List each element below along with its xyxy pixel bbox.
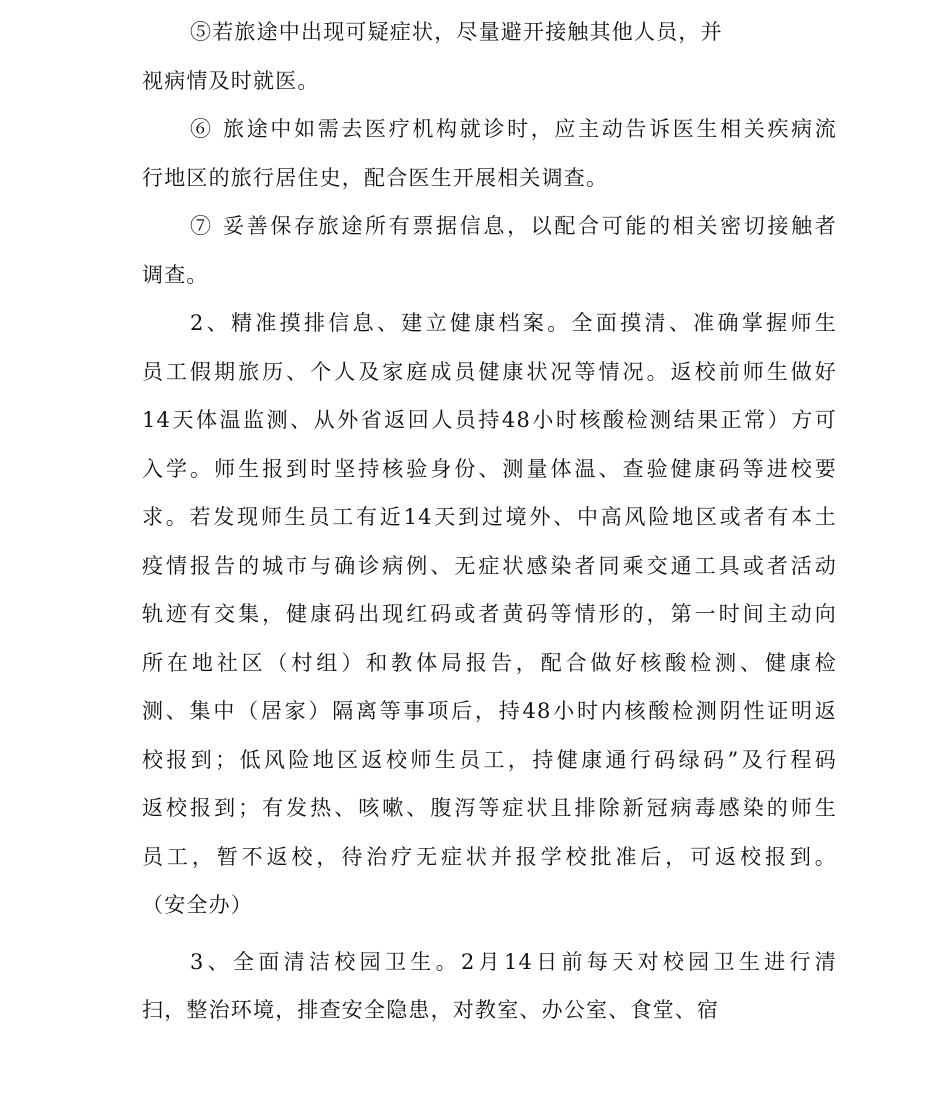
paragraph bbox=[142, 938, 837, 1035]
paragraph-gap bbox=[142, 930, 837, 938]
text-line: 14天体温监测、从外省返回人员持48小时核酸检测结果正常）方可 bbox=[142, 408, 837, 432]
text-line: 行地区的旅行居住史，配合医生开展相关调查。 bbox=[142, 165, 609, 190]
paragraph bbox=[142, 202, 837, 299]
text-line: 所在地社区（村组）和教体局报告，配合做好核酸检测、健康检 bbox=[142, 650, 837, 675]
text-line: ⑥ 旅途中如需去医疗机构就诊时，应主动告诉医生相关疾病流 bbox=[190, 117, 837, 141]
text-line: 3、全面清洁校园卫生。2月14日前每天对校园卫生进行清 bbox=[190, 949, 837, 974]
text-line: 视病情及时就医。 bbox=[142, 68, 320, 93]
text-line: ⑤若旅途中出现可疑症状，尽量避开接触其他人员，并 bbox=[190, 20, 723, 44]
text-line: 2、精准摸排信息、建立健康档案。全面摸清、准确掌握师生 bbox=[190, 311, 837, 335]
paragraph bbox=[142, 299, 837, 930]
text-line: （安全办） bbox=[142, 893, 253, 917]
document-body bbox=[142, 8, 837, 1035]
text-line: 轨迹有交集，健康码出现红码或者黄码等情形的，第一时间主动向 bbox=[142, 602, 837, 626]
text-line: 返校报到；有发热、咳嗽、腹泻等症状且排除新冠病毒感染的师生 bbox=[142, 796, 837, 820]
text-line: 测、集中（居家）隔离等事项后，持48小时内核酸检测阴性证明返 bbox=[142, 699, 837, 723]
text-line: 求。若发现师生员工有近14天到过境外、中高风险地区或者有本土 bbox=[142, 505, 837, 529]
text-line: 员工，暂不返校，待治疗无症状并报学校批准后，可返校报到。 bbox=[142, 844, 837, 869]
text-line: 校报到；低风险地区返校师生员工，持健康通行码绿码”及行程码 bbox=[142, 747, 837, 772]
text-line: 扫，整治环境，排查安全隐患，对教室、办公室、食堂、宿 bbox=[142, 998, 720, 1022]
paragraph bbox=[142, 105, 837, 202]
text-line: 疫情报告的城市与确诊病例、无症状感染者同乘交通工具或者活动 bbox=[142, 553, 837, 578]
text-line: ⑦ 妥善保存旅途所有票据信息，以配合可能的相关密切接触者 bbox=[190, 214, 837, 238]
text-line: 调查。 bbox=[142, 262, 209, 287]
text-line: 入学。师生报到时坚持核验身份、测量体温、查验健康码等进校要 bbox=[142, 456, 837, 481]
paragraph bbox=[142, 8, 837, 105]
text-line: 员工假期旅历、个人及家庭成员健康状况等情况。返校前师生做好 bbox=[142, 359, 837, 384]
